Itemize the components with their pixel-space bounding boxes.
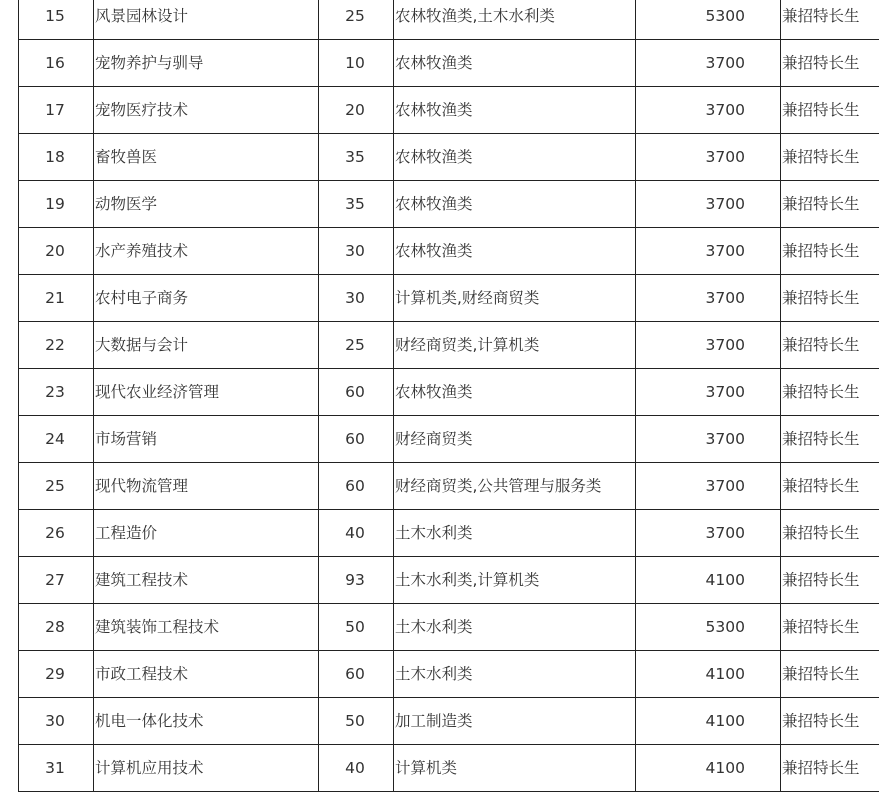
enrollment-table [18, 0, 879, 792]
table-row [19, 322, 879, 369]
exam-category-cell: 财经商贸类 [394, 416, 636, 463]
tuition-fee-cell: 3700 [636, 416, 781, 463]
table-row [19, 40, 879, 87]
plan-count-cell: 25 [319, 0, 394, 40]
exam-category-cell: 财经商贸类,公共管理与服务类 [394, 463, 636, 510]
tuition-fee-cell: 4100 [636, 698, 781, 745]
remark-cell: 兼招特长生 [781, 87, 879, 134]
table-row [19, 228, 879, 275]
row-number-cell: 21 [19, 275, 94, 322]
remark-cell: 兼招特长生 [781, 134, 879, 181]
tuition-fee-cell: 3700 [636, 181, 781, 228]
tuition-fee-cell: 5300 [636, 604, 781, 651]
table-row [19, 0, 879, 40]
table-row [19, 369, 879, 416]
exam-category-cell: 计算机类 [394, 745, 636, 792]
table-row [19, 604, 879, 651]
tuition-fee-cell: 3700 [636, 369, 781, 416]
table-row [19, 416, 879, 463]
row-number-cell: 17 [19, 87, 94, 134]
table-row [19, 651, 879, 698]
exam-category-cell: 农林牧渔类 [394, 369, 636, 416]
plan-count-cell: 25 [319, 322, 394, 369]
remark-cell: 兼招特长生 [781, 745, 879, 792]
row-number-cell: 22 [19, 322, 94, 369]
remark-cell: 兼招特长生 [781, 698, 879, 745]
plan-count-cell: 50 [319, 604, 394, 651]
major-name-cell: 现代农业经济管理 [94, 369, 319, 416]
table-row [19, 181, 879, 228]
major-name-cell: 工程造价 [94, 510, 319, 557]
plan-count-cell: 30 [319, 228, 394, 275]
row-number-cell: 20 [19, 228, 94, 275]
exam-category-cell: 农林牧渔类 [394, 134, 636, 181]
plan-count-cell: 93 [319, 557, 394, 604]
major-name-cell: 建筑工程技术 [94, 557, 319, 604]
enrollment-table-body [19, 0, 879, 792]
tuition-fee-cell: 3700 [636, 322, 781, 369]
row-number-cell: 23 [19, 369, 94, 416]
tuition-fee-cell: 4100 [636, 745, 781, 792]
remark-cell: 兼招特长生 [781, 416, 879, 463]
exam-category-cell: 土木水利类 [394, 510, 636, 557]
major-name-cell: 市政工程技术 [94, 651, 319, 698]
major-name-cell: 动物医学 [94, 181, 319, 228]
remark-cell: 兼招特长生 [781, 275, 879, 322]
remark-cell: 兼招特长生 [781, 40, 879, 87]
major-name-cell: 水产养殖技术 [94, 228, 319, 275]
row-number-cell: 24 [19, 416, 94, 463]
tuition-fee-cell: 5300 [636, 0, 781, 40]
major-name-cell: 建筑装饰工程技术 [94, 604, 319, 651]
exam-category-cell: 土木水利类 [394, 651, 636, 698]
major-name-cell: 宠物养护与驯导 [94, 40, 319, 87]
remark-cell: 兼招特长生 [781, 322, 879, 369]
exam-category-cell: 农林牧渔类 [394, 228, 636, 275]
major-name-cell: 现代物流管理 [94, 463, 319, 510]
table-row [19, 698, 879, 745]
plan-count-cell: 40 [319, 745, 394, 792]
plan-count-cell: 30 [319, 275, 394, 322]
exam-category-cell: 土木水利类 [394, 604, 636, 651]
major-name-cell: 计算机应用技术 [94, 745, 319, 792]
exam-category-cell: 土木水利类,计算机类 [394, 557, 636, 604]
row-number-cell: 16 [19, 40, 94, 87]
table-row [19, 463, 879, 510]
exam-category-cell: 农林牧渔类 [394, 181, 636, 228]
row-number-cell: 28 [19, 604, 94, 651]
plan-count-cell: 35 [319, 134, 394, 181]
tuition-fee-cell: 3700 [636, 463, 781, 510]
exam-category-cell: 计算机类,财经商贸类 [394, 275, 636, 322]
major-name-cell: 风景园林设计 [94, 0, 319, 40]
exam-category-cell: 农林牧渔类 [394, 40, 636, 87]
tuition-fee-cell: 3700 [636, 228, 781, 275]
plan-count-cell: 50 [319, 698, 394, 745]
row-number-cell: 26 [19, 510, 94, 557]
major-name-cell: 农村电子商务 [94, 275, 319, 322]
exam-category-cell: 农林牧渔类 [394, 87, 636, 134]
row-number-cell: 27 [19, 557, 94, 604]
major-name-cell: 市场营销 [94, 416, 319, 463]
plan-count-cell: 60 [319, 416, 394, 463]
enrollment-table-container [18, 0, 863, 792]
row-number-cell: 29 [19, 651, 94, 698]
plan-count-cell: 40 [319, 510, 394, 557]
tuition-fee-cell: 3700 [636, 87, 781, 134]
tuition-fee-cell: 3700 [636, 275, 781, 322]
major-name-cell: 机电一体化技术 [94, 698, 319, 745]
remark-cell: 兼招特长生 [781, 651, 879, 698]
remark-cell: 兼招特长生 [781, 0, 879, 40]
row-number-cell: 18 [19, 134, 94, 181]
tuition-fee-cell: 3700 [636, 40, 781, 87]
tuition-fee-cell: 4100 [636, 557, 781, 604]
major-name-cell: 宠物医疗技术 [94, 87, 319, 134]
table-row [19, 557, 879, 604]
remark-cell: 兼招特长生 [781, 604, 879, 651]
tuition-fee-cell: 3700 [636, 510, 781, 557]
plan-count-cell: 20 [319, 87, 394, 134]
plan-count-cell: 60 [319, 651, 394, 698]
plan-count-cell: 35 [319, 181, 394, 228]
row-number-cell: 19 [19, 181, 94, 228]
row-number-cell: 25 [19, 463, 94, 510]
table-row [19, 745, 879, 792]
major-name-cell: 大数据与会计 [94, 322, 319, 369]
table-row [19, 134, 879, 181]
tuition-fee-cell: 4100 [636, 651, 781, 698]
row-number-cell: 31 [19, 745, 94, 792]
remark-cell: 兼招特长生 [781, 557, 879, 604]
major-name-cell: 畜牧兽医 [94, 134, 319, 181]
table-row [19, 275, 879, 322]
tuition-fee-cell: 3700 [636, 134, 781, 181]
exam-category-cell: 加工制造类 [394, 698, 636, 745]
plan-count-cell: 60 [319, 463, 394, 510]
remark-cell: 兼招特长生 [781, 181, 879, 228]
plan-count-cell: 60 [319, 369, 394, 416]
remark-cell: 兼招特长生 [781, 510, 879, 557]
table-row [19, 87, 879, 134]
plan-count-cell: 10 [319, 40, 394, 87]
exam-category-cell: 财经商贸类,计算机类 [394, 322, 636, 369]
remark-cell: 兼招特长生 [781, 463, 879, 510]
remark-cell: 兼招特长生 [781, 228, 879, 275]
exam-category-cell: 农林牧渔类,土木水利类 [394, 0, 636, 40]
row-number-cell: 30 [19, 698, 94, 745]
remark-cell: 兼招特长生 [781, 369, 879, 416]
table-row [19, 510, 879, 557]
row-number-cell: 15 [19, 0, 94, 40]
